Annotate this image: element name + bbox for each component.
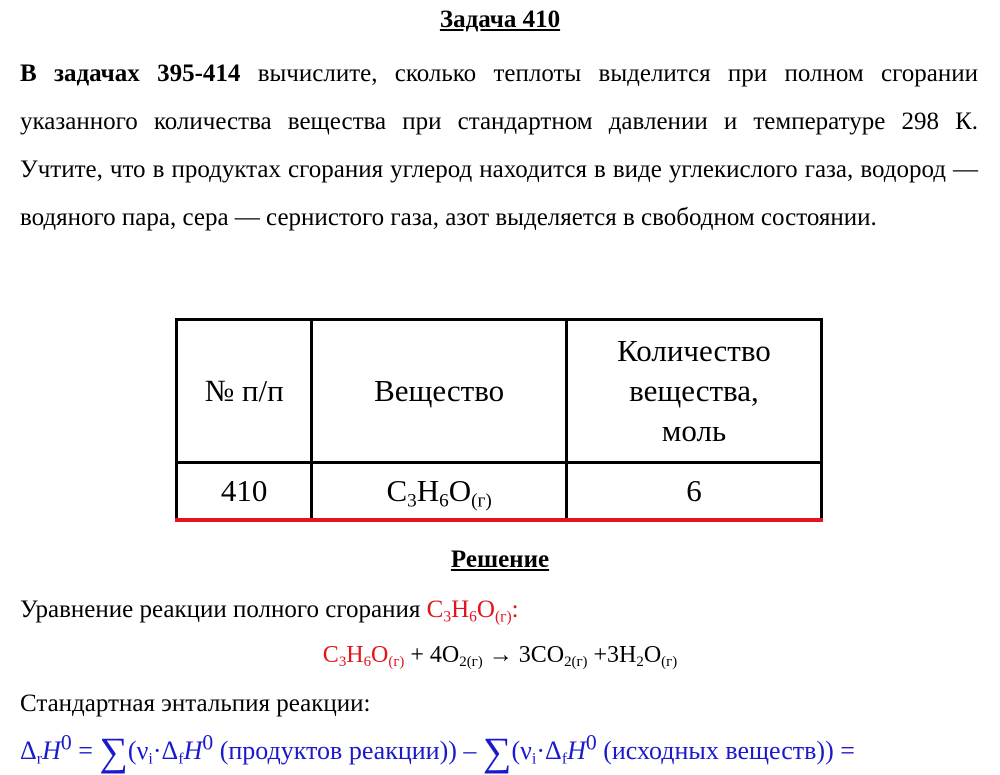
enthalpy-formula: $\Delta_rH^0 = \sum(\nu_i\cdot\Delta_fH^0$ (продуктов реакции)) – $\sum(\nu_i\cdot\Delta_fH^0$ (исходных веществ)) = bbox=[20, 729, 855, 774]
problem-text: вычислите, сколько теплоты выделится при полном сгорании указанного количества вещества при стандартном давлении и температуре 298 К. Учтите, что в продуктах сгорания углерод находится в виде углекислого газа, водород — водяного пара, сера — сернистого газа, азот выделяется в свободном состоянии. bbox=[20, 60, 978, 231]
table-header-row bbox=[177, 320, 822, 463]
problem-range: В задачах 395-414 bbox=[20, 60, 241, 87]
page-title: Задача 410 bbox=[439, 6, 561, 33]
header-number: № п/п bbox=[177, 320, 312, 463]
table-row bbox=[177, 463, 822, 521]
reaction-substance: $C_3H_6O_{(г)}$: bbox=[426, 596, 519, 626]
problem-statement bbox=[20, 50, 978, 242]
cell-substance: $C_3H_6O_{(г)}$ bbox=[312, 463, 567, 521]
reaction-intro-line bbox=[20, 596, 519, 624]
reaction-intro-text: Уравнение реакции полного сгорания bbox=[20, 596, 421, 623]
header-amount: Количество вещества, моль bbox=[566, 320, 821, 463]
reaction-equation: $C_3H_6O_{(г)} + 4O_{2(г)} \to 3CO_{2(г)} +3H_2O_{(г)}$ bbox=[322, 642, 678, 671]
cell-number: 410 bbox=[177, 463, 312, 521]
task-table bbox=[175, 318, 823, 522]
header-substance: Вещество bbox=[312, 320, 567, 463]
solution-title: Решение bbox=[450, 546, 550, 573]
enthalpy-intro: Стандартная энтальпия реакции: bbox=[20, 690, 371, 717]
cell-amount: 6 bbox=[566, 463, 821, 521]
